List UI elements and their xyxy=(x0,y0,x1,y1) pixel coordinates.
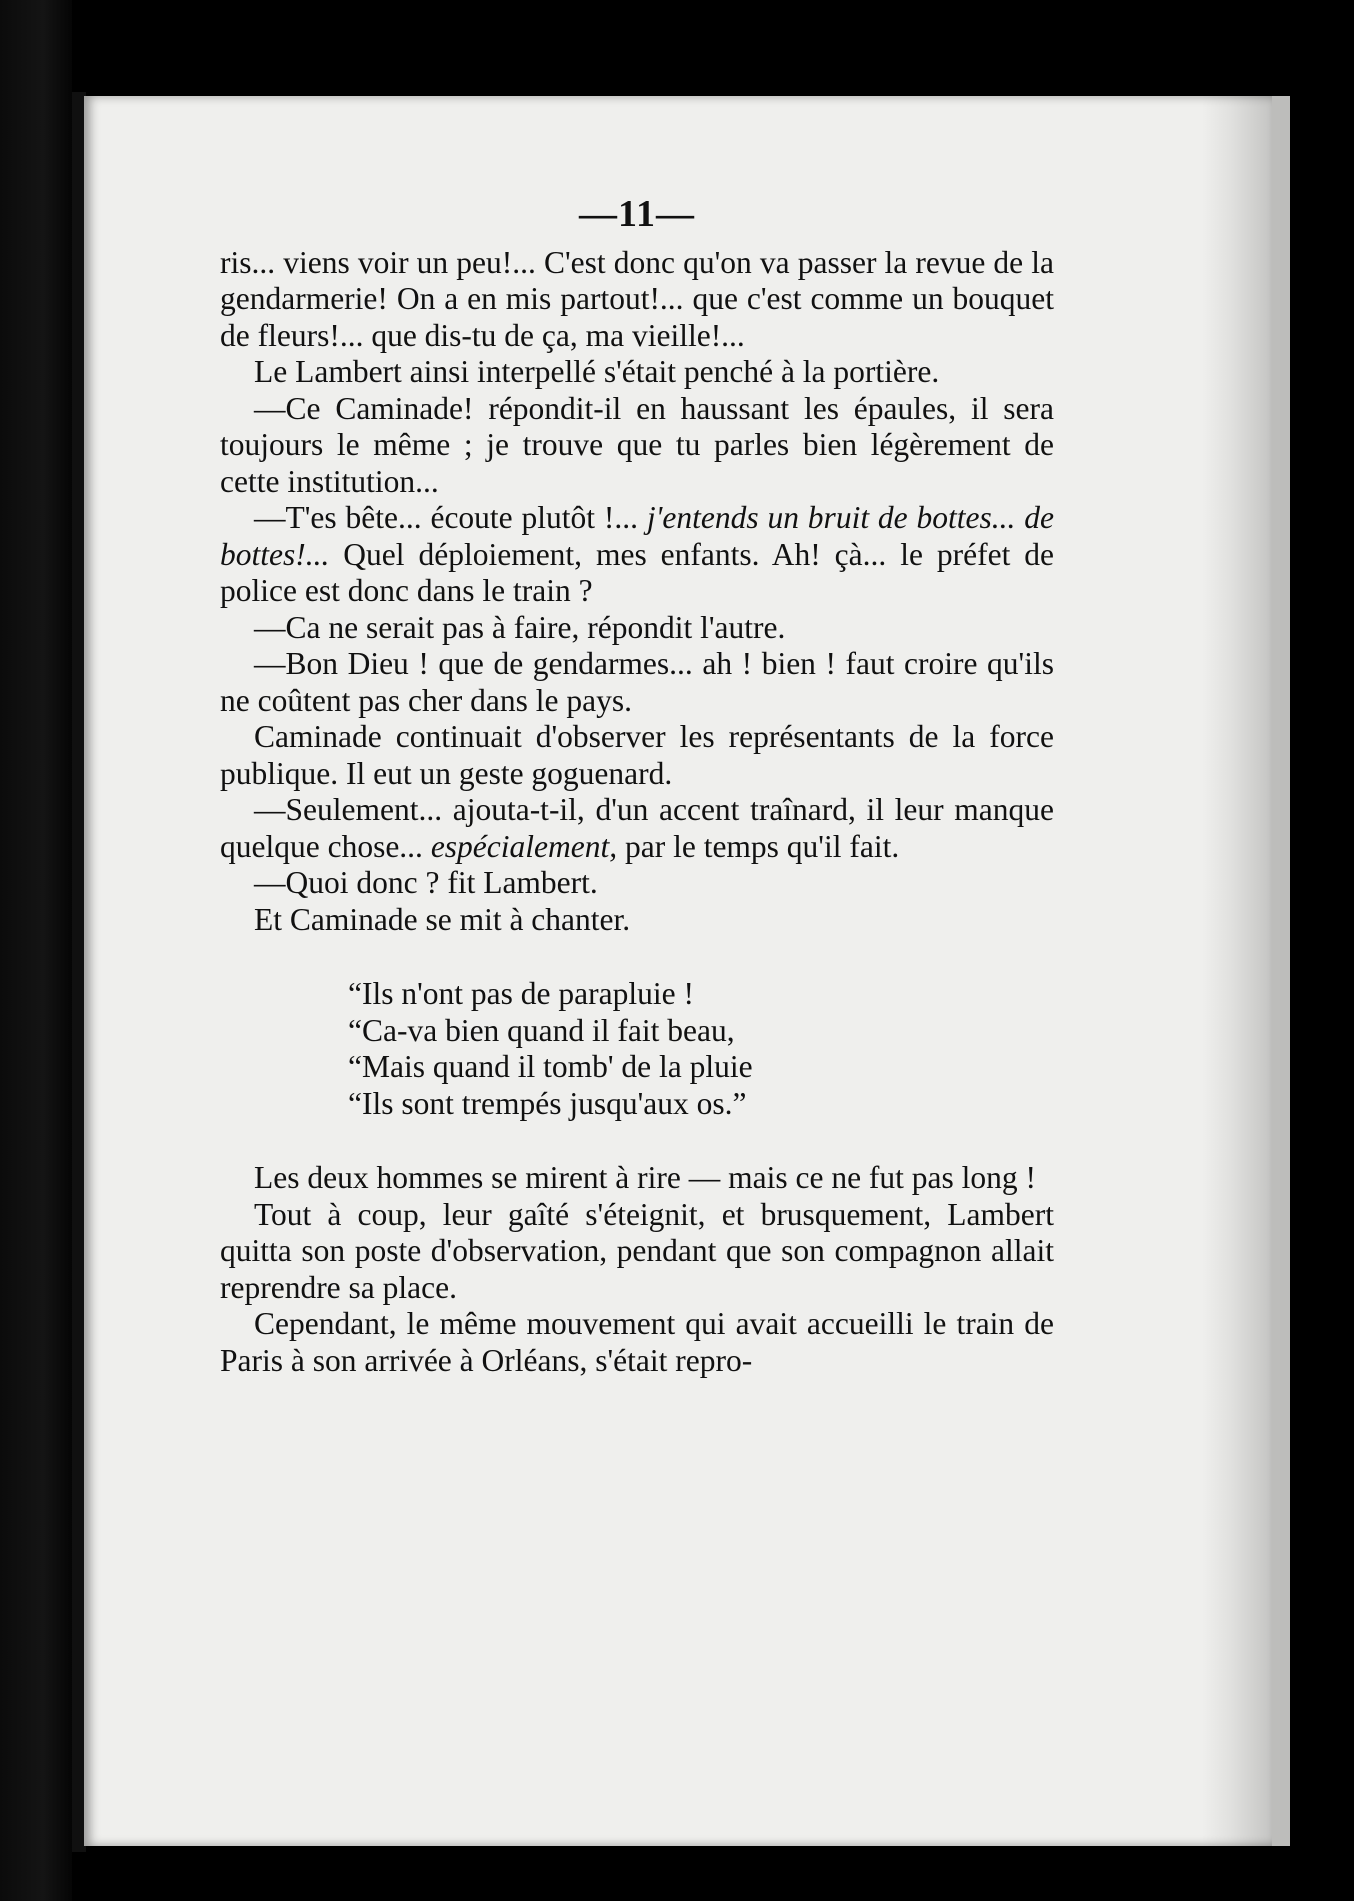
verse-line-2: “Ca-va bien quand il fait beau, xyxy=(348,1012,735,1048)
paragraph-4 xyxy=(220,500,1054,610)
paragraph-4-start: —T'es bête... écoute plutôt !... xyxy=(254,500,647,535)
scan-right-margin xyxy=(1290,0,1354,1901)
paragraph-1: ris... viens voir un peu!... C'est donc qu'on va passer la revue de la gendarmerie! On a en mis partout!... que c'est comme un bouquet de fleurs!... que dis-tu de ça, ma vieille!... xyxy=(220,244,1054,353)
paragraph-12: Tout à coup, leur gaîté s'éteignit, et brusquement, Lambert quitta son poste d'observation, pendant que son compagnon allait reprendre sa place. xyxy=(220,1196,1054,1305)
paragraph-5: —Ca ne serait pas à faire, répondit l'autre. xyxy=(254,609,786,645)
verse-line-1: “Ils n'ont pas de parapluie ! xyxy=(348,976,694,1011)
page-edge xyxy=(1272,96,1290,1846)
paragraph-11: Les deux hommes se mirent à rire — mais ce ne fut pas long ! xyxy=(254,1160,1037,1195)
page-number: —11— xyxy=(579,193,695,235)
song-verse xyxy=(348,976,1054,1122)
paragraph-8-end: par le temps qu'il fait. xyxy=(617,828,900,864)
page-content xyxy=(220,193,1054,1379)
paragraph-10: Et Caminade se mit à chanter. xyxy=(254,901,631,937)
paragraph-13: Cependant, le même mouvement qui avait accueilli le train de Paris à son arrivée à Orléans, s'était repro- xyxy=(220,1306,1054,1378)
scan-left-margin xyxy=(0,0,72,1901)
paragraph-8 xyxy=(220,792,1054,865)
verse-line-3: “Mais quand il tomb' de la pluie xyxy=(348,1049,753,1084)
paragraph-8-italic: espécialement, xyxy=(430,828,618,864)
verse-line-4: “Ils sont trempés jusqu'aux os.” xyxy=(348,1085,747,1121)
paragraph-2: Le Lambert ainsi interpellé s'était penché à la portière. xyxy=(254,354,940,389)
paragraph-4-italic: j'entends un bruit de bottes... de bottes!... xyxy=(220,500,1054,572)
paragraph-8-start: —Seulement... ajouta-t-il, d'un accent traînard, il leur manque quelque chose... xyxy=(220,792,1054,864)
paragraph-4-end: Quel déploiement, mes enfants. Ah! çà... le préfet de police est donc dans le train ? xyxy=(220,536,1054,608)
paragraph-9: —Quoi donc ? fit Lambert. xyxy=(254,865,598,900)
paragraph-7: Caminade continuait d'observer les représentants de la force publique. Il eut un geste goguenard. xyxy=(220,719,1054,791)
page-shadow xyxy=(1202,96,1272,1846)
paragraph-3: —Ce Caminade! répondit-il en haussant les épaules, il sera toujours le même ; je trouve que tu parles bien légèrement de cette institution... xyxy=(220,390,1054,499)
paragraph-6: —Bon Dieu ! que de gendarmes... ah ! bien ! faut croire qu'ils ne coûtent pas cher dans le pays. xyxy=(220,646,1054,718)
